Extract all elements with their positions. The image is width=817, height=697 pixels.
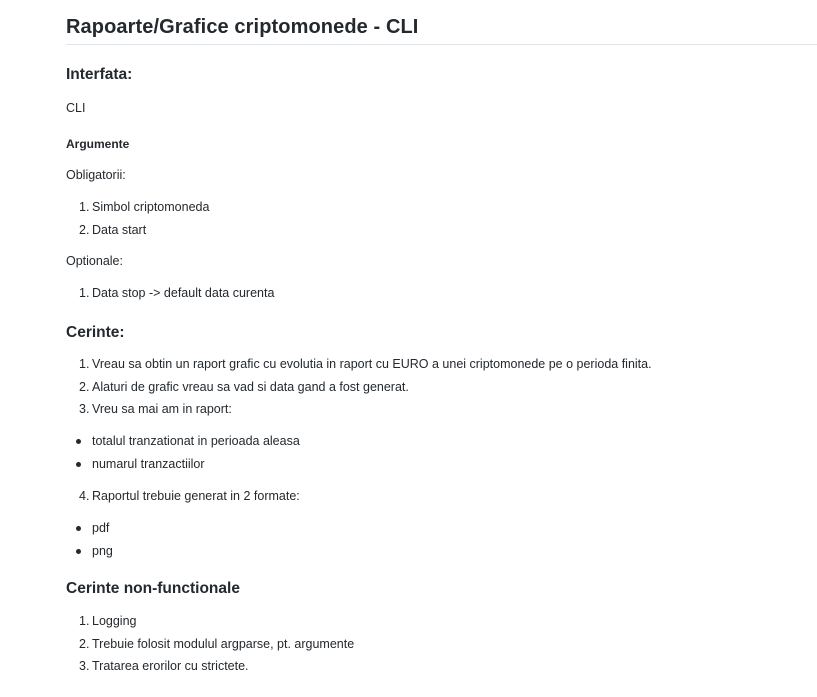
obligatorii-list [66,196,209,241]
list-item: 2. Trebuie folosit modulul argparse, pt. argumente [79,636,355,651]
list-item: 1. Simbol criptomoneda [79,200,210,214]
raport-bullets [66,430,300,475]
non-functionale-list [66,610,354,678]
interfata-value: CLI [66,101,86,115]
list-item: numarul tranzactiilor [66,453,300,476]
formate-bullets [66,517,113,562]
list-item: 1. Data stop -> default data curenta [79,286,275,300]
heading-interfata: Interfata: [66,66,133,83]
list-item: png [66,540,113,563]
cerinte-list [66,353,652,421]
list-item: 3. Tratarea erorilor cu strictete. [79,659,249,673]
obligatorii-label: Obligatorii: [66,168,126,182]
heading-non-functionale: Cerinte non-functionale [66,580,240,597]
list-item: 2. Alaturi de grafic vreau sa vad si data gand a fost generat. [79,379,409,394]
page-title: Rapoarte/Grafice criptomonede - CLI [66,16,419,38]
optionale-label: Optionale: [66,254,123,268]
argumente-label: Argumente [66,137,130,151]
list-item: pdf [66,517,113,540]
heading-cerinte: Cerinte: [66,324,125,341]
list-item: 1. Logging [79,614,137,628]
list-item: 4. Raportul trebuie generat in 2 formate: [79,489,300,503]
cerinte-list-cont [66,485,300,508]
optionale-list [66,282,274,305]
list-item: 1. Vreau sa obtin un raport grafic cu evolutia in raport cu EURO a unei criptomonede pe o perioda finita. [79,357,652,371]
list-item: 2. Data start [79,222,147,237]
list-item: 3. Vreu sa mai am in raport: [79,402,232,416]
list-item: totalul tranzationat in perioada aleasa [66,430,300,453]
title-divider [66,44,817,45]
